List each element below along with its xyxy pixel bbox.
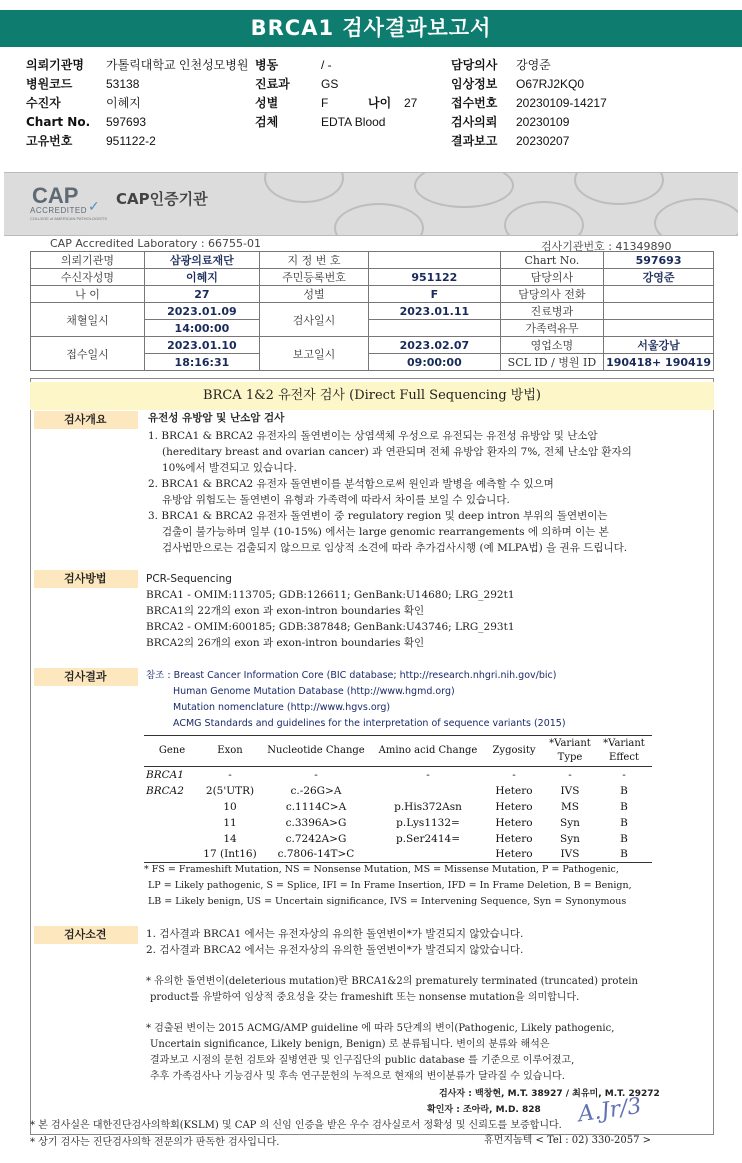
cap-banner [4, 172, 738, 236]
header-left-2: 수진자 이혜지 [26, 96, 141, 110]
collect-date: 2023.01.09 [144, 303, 259, 320]
info-label: 지 정 번 호 [259, 252, 368, 269]
cloud-pattern [414, 172, 514, 208]
opinion-line: product를 유발하여 임상적 중요성을 갖는 frameshift 또는 nonsense mutation을 의미합니다. [150, 992, 580, 1003]
opinion-line: 추후 가족검사나 기능검사 및 후속 연구문헌의 누적으로 현재의 변이분류가 달라질 수 있습니다. [150, 1071, 565, 1082]
opinion-line: 결과보고 시점의 문헌 검토와 질병연관 및 인구집단의 public database 를 기준으로 이루어졌고, [150, 1055, 575, 1066]
report-time: 09:00:00 [368, 354, 500, 371]
header-left-1: 병원코드 53138 [26, 77, 140, 91]
reference-line: 참조 : Breast Cancer Information Core (BIC database; http://research.nhgri.nih.gov/bic) [146, 670, 557, 681]
patient-info-table [30, 251, 714, 371]
abbreviation-line: LP = Likely pathogenic, S = Splice, IFI = In Frame Insertion, IFD = In Frame Deletion, B = Benign, [148, 880, 632, 891]
info-value: F [368, 286, 500, 303]
header-mid-1: 진료과 GS [255, 77, 339, 91]
header-right-1: 임상정보 O67RJ2KQ0 [451, 77, 585, 91]
info-value: 강영준 [604, 269, 714, 286]
receive-time: 18:16:31 [144, 354, 259, 371]
section-overview-label: 검사개요 [34, 411, 138, 429]
header-mid-2: 성별 F [255, 96, 329, 110]
cap-lab-number: CAP Accredited Laboratory : 66755-01 [50, 237, 261, 250]
abbreviation-line: LB = Likely benign, US = Uncertain significance, IVS = Intervening Sequence, Syn = Synonymous [148, 896, 627, 907]
cloud-pattern [654, 198, 738, 236]
info-value: 이혜지 [144, 269, 259, 286]
header-left-4: 고유번호 951122-2 [26, 134, 156, 148]
method-line: BRCA2의 26개의 exon 과 exon-intron boundaries 확인 [146, 637, 425, 649]
section-result-label: 검사결과 [34, 668, 138, 686]
info-label: Chart No. [500, 252, 603, 269]
method-line: BRCA1 - OMIM:113705; GDB:126611; GenBank:U14680; LRG_292t1 [146, 589, 515, 601]
header-right-2: 접수번호 20230109-14217 [451, 96, 607, 110]
overview-line: (hereditary breast and ovarian cancer) 과 연관되며 전체 유방암 환자의 7%, 전체 난소암 환자의 [162, 446, 632, 458]
signature: A.Jr/3 [576, 1093, 644, 1128]
table-row: 10 c.1114C>A p.His372Asn Hetero MS B [223, 800, 628, 813]
col-header: Zygosity [484, 736, 544, 767]
info-label: 나 이 [31, 286, 145, 303]
info-value: 27 [144, 286, 259, 303]
info-value [368, 252, 500, 269]
info-label: 의뢰기관명 [31, 252, 145, 269]
variant-table [144, 735, 652, 863]
footer-line: * 본 검사실은 대한진단검사의학회(KSLM) 및 CAP 의 신임 인증을 받은 우수 검사실로서 정확성 및 신뢰도를 보증합니다. [30, 1120, 562, 1131]
header-right-4: 결과보고 20230207 [451, 134, 570, 148]
info-label: 보고일시 [259, 337, 368, 371]
info-label: 접수일시 [31, 337, 145, 371]
info-value: 삼광의료재단 [144, 252, 259, 269]
section-opinion-label: 검사소견 [34, 926, 138, 944]
overview-line: 3. BRCA1 & BRCA2 유전자 돌연변이 중 regulatory region 및 deep intron 부위의 돌연변이는 [148, 510, 608, 522]
info-label: 성별 [259, 286, 368, 303]
info-value [604, 320, 714, 337]
col-header: Amino acid Change [372, 736, 484, 767]
cloud-pattern [334, 203, 424, 236]
overview-line: 10%에서 발견되고 있습니다. [162, 462, 297, 474]
info-label: 담당의사 전화 [500, 286, 603, 303]
col-header: Gene [144, 736, 200, 767]
info-value: 951122 [368, 269, 500, 286]
table-row: BRCA2 2(5'UTR) c.-26G>A Hetero IVS B [146, 784, 628, 797]
info-label: 수신자성명 [31, 269, 145, 286]
info-value [368, 320, 500, 337]
test-title: BRCA 1&2 유전자 검사 (Direct Full Sequencing 방법) [30, 382, 714, 410]
reference-line: ACMG Standards and guidelines for the interpretation of sequence variants (2015) [173, 718, 566, 729]
info-value: 597693 [604, 252, 714, 269]
signer-line: 검사자 : 백창현, M.T. 38927 / 최유미, M.T. 29272 [439, 1089, 660, 1099]
header-left-0: 의뢰기관명 가톨릭대학교 인천성모병원 [26, 58, 249, 72]
header-mid-3: 검체 EDTA Blood [255, 115, 386, 129]
test-date: 2023.01.11 [368, 303, 500, 320]
abbreviation-line: * FS = Frameshift Mutation, NS = Nonsense Mutation, MS = Missense Mutation, P = Pathogenic, [144, 864, 619, 875]
col-header: Nucleotide Change [260, 736, 372, 767]
col-header: *Variant Effect [596, 736, 652, 767]
cap-name: CAP인증기관 [116, 190, 208, 208]
info-value [604, 286, 714, 303]
cloud-pattern [264, 172, 344, 203]
signer-line: 확인자 : 조아라, M.D. 828 [427, 1105, 541, 1115]
overview-heading: 유전성 유방암 및 난소암 검사 [148, 412, 285, 424]
overview-line: 검출이 불가능하며 일부 (10-15%) 에서는 large genomic rearrangements 에 의하며 이는 본 [162, 526, 609, 538]
info-label: 주민등록번호 [259, 269, 368, 286]
method-line: PCR-Sequencing [146, 573, 232, 585]
institution-number: 검사기관번호 : 41349890 [541, 240, 672, 253]
header-right-3: 검사의뢰 20230109 [451, 115, 570, 129]
report-date: 2023.02.07 [368, 337, 500, 354]
header-right-0: 담당의사 강영준 [451, 58, 551, 72]
col-header: *Variant Type [544, 736, 596, 767]
info-label: 영업소명 [500, 337, 603, 354]
overview-line: 유방암 위험도는 돌연변이 유형과 가족력에 따라서 차이를 보일 수 있습니다. [162, 494, 510, 506]
opinion-line: * 유의한 돌연변이(deleterious mutation)란 BRCA1&2의 prematurely terminated (truncated) protein [146, 976, 638, 987]
info-label: 진료병과 [500, 303, 603, 320]
method-line: BRCA1의 22개의 exon 과 exon-intron boundaries 확인 [146, 605, 425, 617]
reference-line: Mutation nomenclature (http://www.hgvs.org) [173, 702, 391, 713]
col-header: Exon [200, 736, 260, 767]
checkmark-icon: ✓ [88, 199, 100, 215]
receive-date: 2023.01.10 [144, 337, 259, 354]
table-row: 17 (Int16) c.7806-14T>C Hetero IVS B [144, 847, 652, 863]
opinion-line: Uncertain significance, Likely benign, Benign) 로 분류됩니다. 변이의 분류와 해석은 [150, 1039, 550, 1050]
reference-line: Human Genome Mutation Database (http://www.hgmd.org) [173, 686, 455, 697]
header-age: 나이 27 [368, 96, 418, 110]
cloud-pattern [574, 172, 664, 205]
overview-line: 2. BRCA1 & BRCA2 유전자 돌연변이를 분석함으로써 원인과 발병을 예측할 수 있으며 [148, 478, 554, 490]
header-mid-0: 병동 / - [255, 58, 332, 72]
opinion-line: 2. 검사결과 BRCA2 에서는 유전자상의 유의한 돌연변이*가 발견되지 않았습니다. [146, 944, 524, 956]
footer-line: * 상기 검사는 진단검사의학 전문의가 판독한 검사입니다. [30, 1137, 280, 1148]
info-label: SCL ID / 병원 ID [500, 354, 603, 371]
opinion-line: * 검출된 변이는 2015 ACMG/AMP guideline 에 따라 5단계의 변이(Pathogenic, Likely pathogenic, [146, 1023, 615, 1034]
info-value [604, 303, 714, 320]
opinion-line: 1. 검사결과 BRCA1 에서는 유전자상의 유의한 돌연변이*가 발견되지 않았습니다. [146, 928, 524, 940]
overview-line: 1. BRCA1 & BRCA2 유전자의 돌연변이는 상염색체 우성으로 유전되는 유전성 유방암 및 난소암 [148, 430, 598, 442]
cap-logo: CAP ACCREDITED COLLEGE of AMERICAN PATHOLOGISTS ✓ [30, 183, 107, 221]
header-left-3: Chart No. 597693 [26, 115, 147, 129]
scl-id: 190418+ 190419 [604, 354, 714, 371]
table-row: 11 c.3396A>G p.Lys1132= Hetero Syn B [223, 816, 628, 829]
table-row: BRCA1 - - - - - - [146, 768, 626, 781]
footer-contact: 휴먼지놈텍 < Tel : 02) 330-2057 > [484, 1135, 652, 1146]
report-title: BRCA1 검사결과보고서 [0, 10, 742, 47]
info-label: 검사일시 [259, 303, 368, 337]
section-method-label: 검사방법 [34, 570, 138, 588]
method-line: BRCA2 - OMIM:600185; GDB:387848; GenBank:U43746; LRG_293t1 [146, 621, 515, 633]
sales-office: 서울강남 [604, 337, 714, 354]
cloud-pattern [504, 201, 584, 236]
overview-line: 검사법만으로는 검출되지 않으므로 임상적 소견에 따라 추가검사시행 (예 MLPA법) 을 권유 드립니다. [162, 542, 628, 554]
collect-time: 14:00:00 [144, 320, 259, 337]
info-label: 가족력유무 [500, 320, 603, 337]
info-label: 담당의사 [500, 269, 603, 286]
table-row: 14 c.7242A>G p.Ser2414= Hetero Syn B [223, 832, 628, 845]
info-label: 채혈일시 [31, 303, 145, 337]
